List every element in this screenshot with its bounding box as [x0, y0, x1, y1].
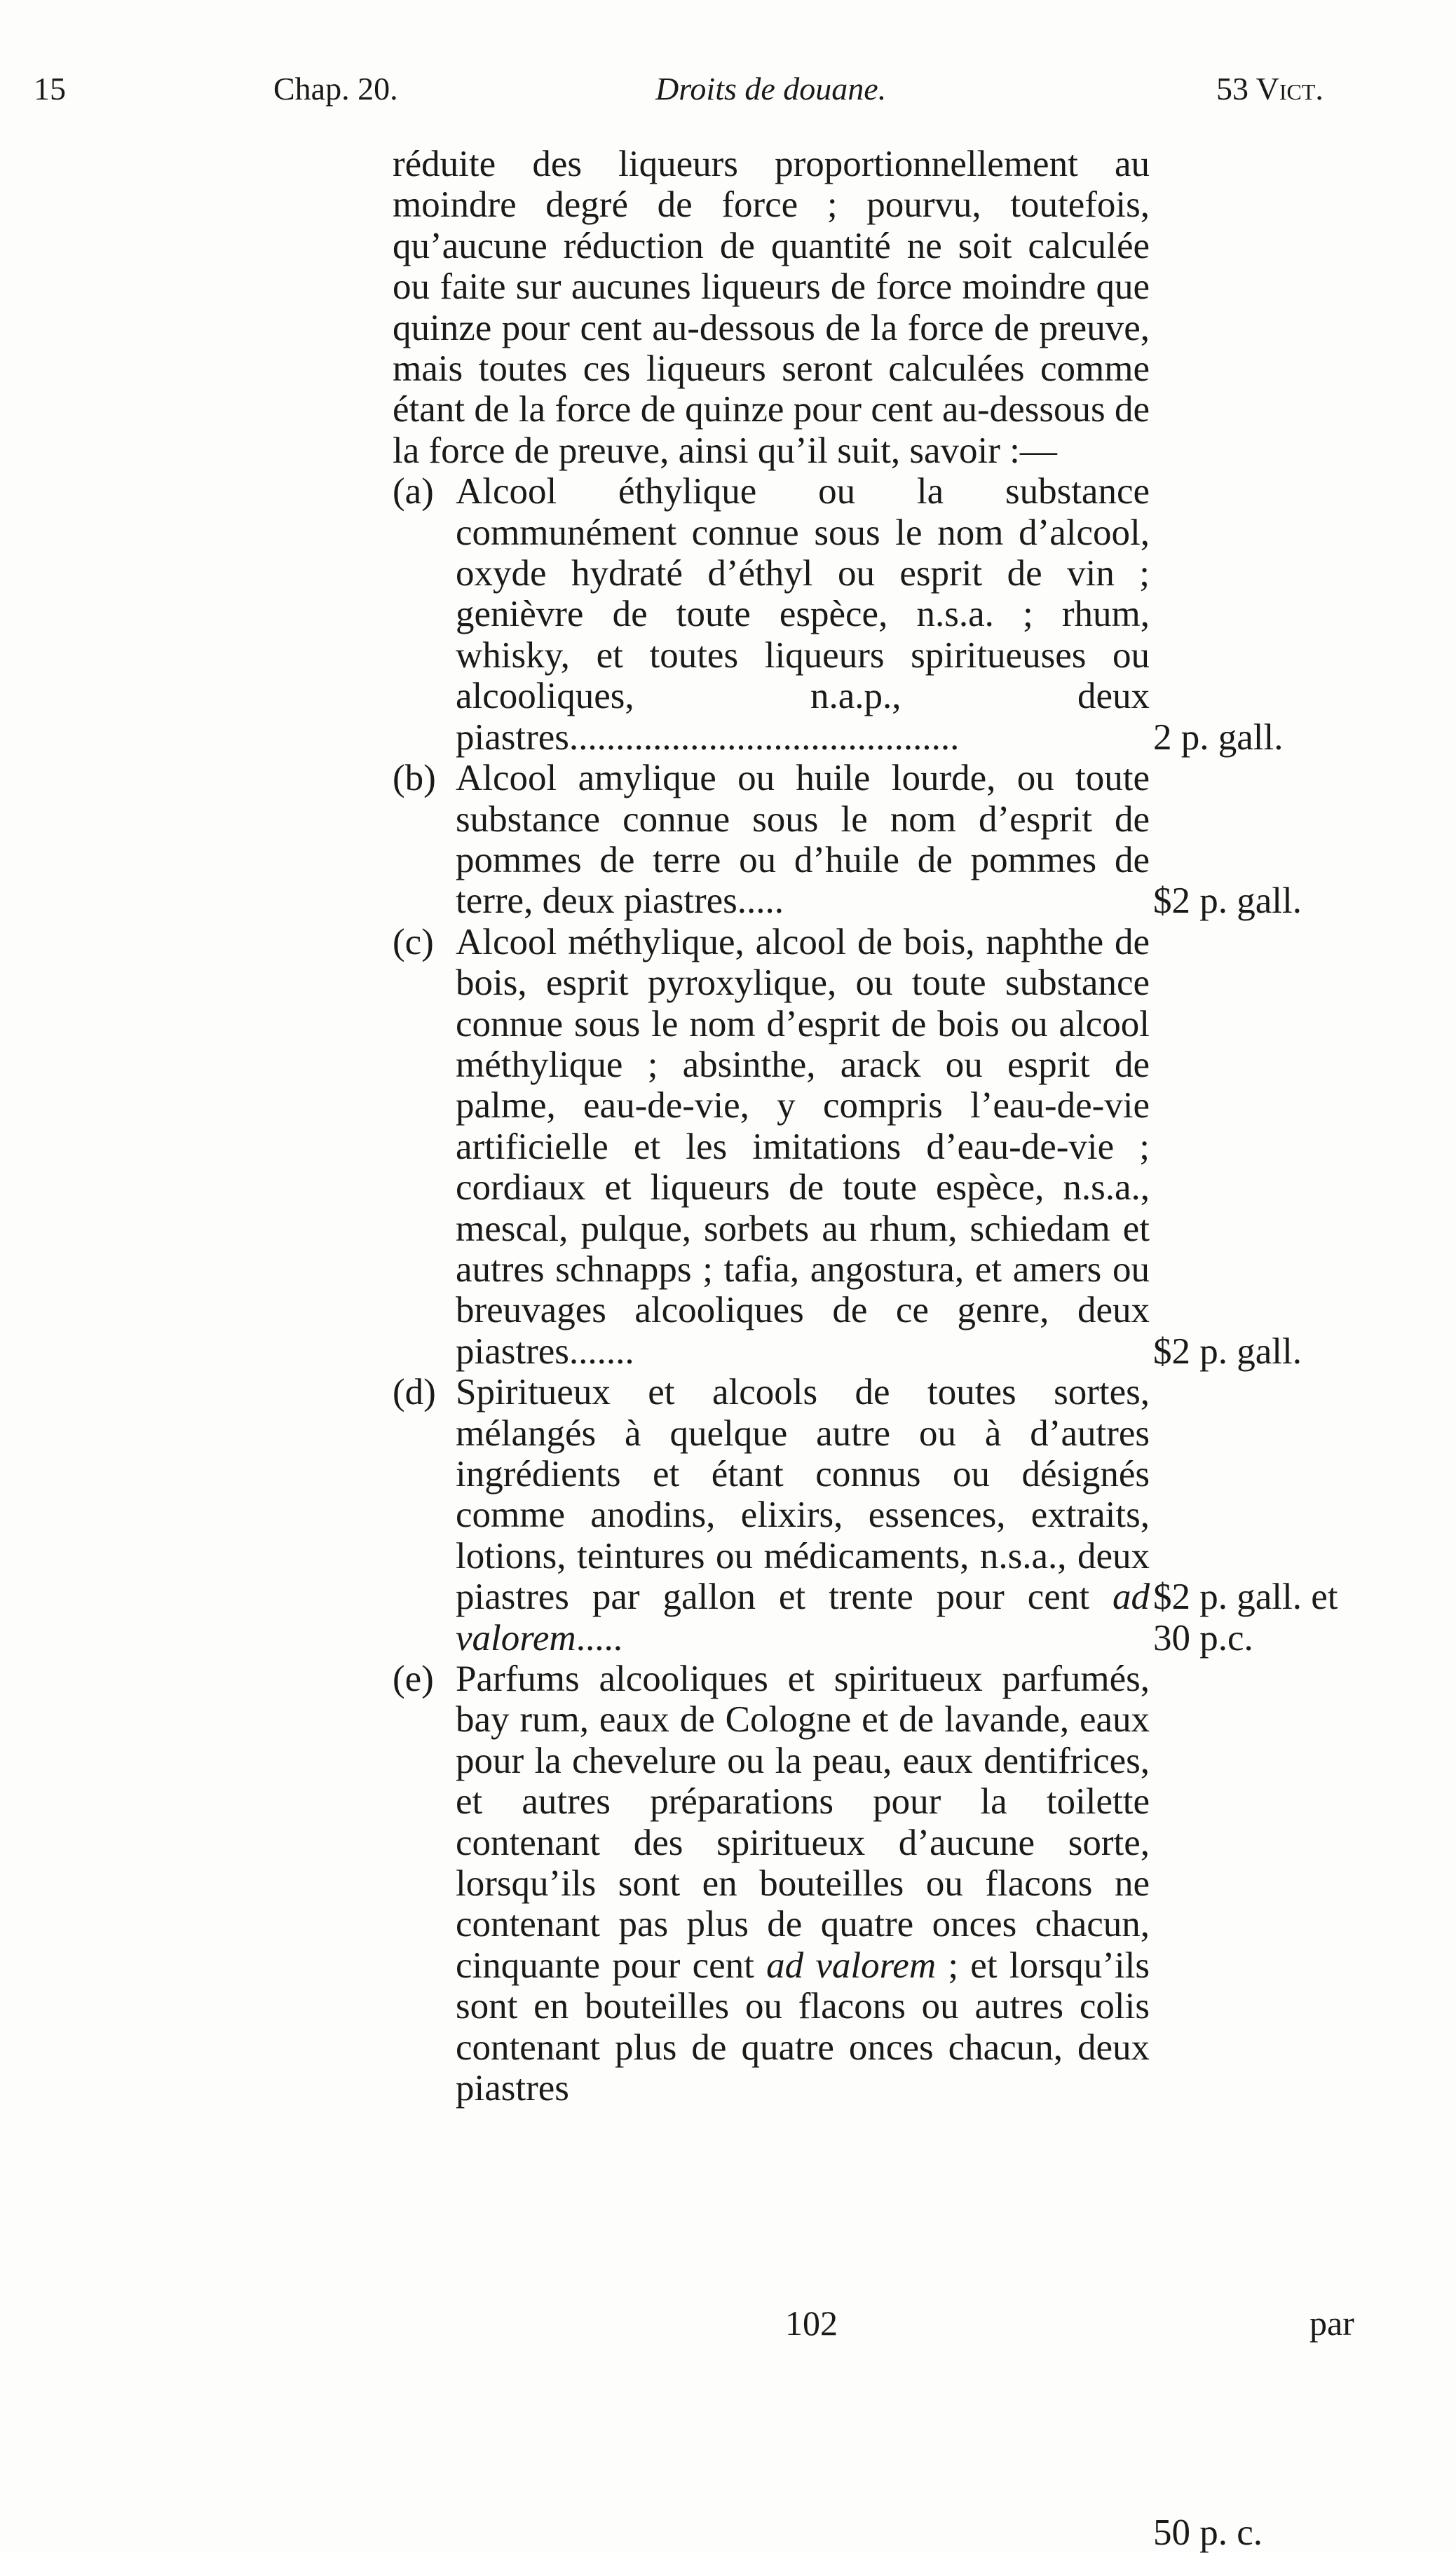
duty-rate: 2 p. gall. — [1153, 716, 1284, 758]
italic-term: ad valorem — [456, 1577, 1150, 1659]
duty-rate-ad-valorem: 30 p.c. — [1153, 1617, 1253, 1659]
italic-term: ad valorem — [766, 1945, 937, 1986]
duty-rate: $2 p. gall. et — [1153, 1577, 1338, 1618]
item-text-continued: ; et lorsqu’ils sont en bouteilles ou flacons ou autres colis contenant plus de quatre onces chacun, deux piastres — [456, 1945, 1150, 2109]
tariff-item-c — [393, 921, 1302, 1372]
dot-leader: ....... — [569, 1330, 634, 1372]
dot-leader: ..... — [576, 1617, 622, 1659]
dot-leader: .......................................... — [569, 716, 960, 758]
duty-rate: 50 p. c. — [1153, 2512, 1263, 2553]
intro-paragraph: réduite des liqueurs proportionnellement au moindre degré de force ; pourvu, toutefois, qu’aucune réduction de quantité ne soit calculée ou faite sur aucunes liqueurs de force moindre que quinze pour cent au-dessous de la force de preuve, mais toutes ces liqueurs seront calculées comme étant de la force de quinze pour cent au-dessous de la force de preuve, ainsi qu’il suit, savoir :— — [393, 144, 1150, 471]
item-text: Parfums alcooliques et spiritueux parfumés, bay rum, eaux de Cologne et de lavande, eaux pour la chevelure ou la peau, eaux dentifrices, et autres préparations pour la toilette contenant des spiritueux d’aucune sorte, lorsqu’ils sont en bouteilles ou flacons ne contenant pas plus de quatre onces chacun, cinquante pour cent — [456, 1659, 1150, 1986]
page-number: 15 — [34, 71, 66, 107]
item-text: Alcool méthylique, alcool de bois, naphthe de bois, esprit pyroxylique, ou toute substance connue sous le nom d’esprit de bois ou alcool méthylique ; absinthe, arack ou esprit de palme, eau-de-vie, y compris l’eau-de-vie artificielle et les imitations d’eau-de-vie ; cordiaux et liqueurs de toute espèce, n.s.a., mescal, pulque, sorbets au rhum, schiedam et autres schnapps ; tafia, angostura, et amers ou breuvages alcooliques de ce genre, deux piastres — [456, 921, 1150, 1372]
item-label: (d) — [393, 1372, 436, 1413]
tariff-item-a — [393, 471, 1284, 758]
item-text: Alcool amylique ou huile lourde, ou toute substance connue sous le nom d’esprit de pommes de terre ou d’huile de pommes de terre, deux piastres — [456, 758, 1150, 922]
item-text: Spiritueux et alcools de toutes sortes, mélangés à quelque autre ou à d’autres ingrédients et étant connus ou désignés comme anodins, elixirs, essences, extraits, lotions, teintures ou médicaments, n.s.a., deux piastres par gallon et trente pour cent — [456, 1372, 1150, 1618]
item-label: (b) — [393, 758, 436, 799]
item-label: (c) — [393, 921, 434, 962]
tariff-item-b — [393, 758, 1302, 922]
folio-number: 102 — [785, 2303, 838, 2343]
duty-rate: $2 p. gall. — [1153, 880, 1302, 922]
item-text: Alcool éthylique ou la substance communément connue sous le nom d’alcool, oxyde hydraté d’éthyl ou esprit de vin ; genièvre de toute espèce, n.s.a. ; rhum, whisky, et toutes liqueurs spiritueuses ou alcooliques, n.a.p., deux piastres — [456, 471, 1150, 758]
running-title: Droits de douane. — [655, 71, 887, 107]
regnal-year: 53 Vict. — [1216, 71, 1324, 107]
tariff-item-d — [393, 1372, 1338, 1659]
item-label: (a) — [393, 471, 434, 512]
dot-leader: ..... — [737, 880, 784, 922]
catchword: par — [1309, 2303, 1354, 2343]
running-header — [0, 70, 1456, 126]
chapter-label: Chap. 20. — [273, 71, 398, 107]
duty-rate: $2 p. gall. — [1153, 1330, 1302, 1372]
item-label: (e) — [393, 1659, 434, 1700]
